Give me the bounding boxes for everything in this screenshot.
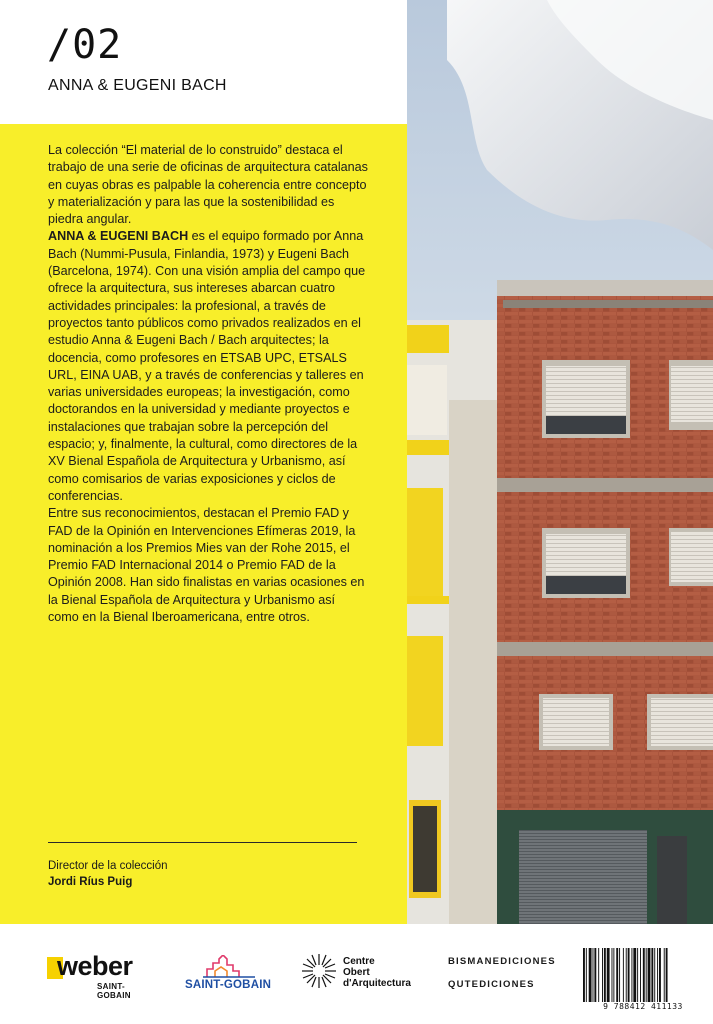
- building-photo-image: [407, 0, 713, 924]
- weber-logo: [47, 951, 157, 1000]
- coac-line-1: Centre: [343, 956, 375, 967]
- director-label: Director de la colección: [48, 860, 168, 872]
- coac-name: [343, 956, 411, 989]
- weber-sub: SAINT-GOBAIN: [97, 982, 131, 1000]
- coac-line-2: Obert: [343, 967, 370, 978]
- divider: [48, 842, 357, 843]
- body-text: [48, 142, 368, 626]
- bio-paragraph: [48, 228, 368, 505]
- starburst-icon: [300, 952, 338, 990]
- coac-line-3: d'Arquitectura: [343, 978, 411, 989]
- authors-heading: ANNA & EUGENI BACH: [48, 77, 227, 94]
- header-block: [0, 0, 407, 124]
- director-name: Jordi Ríus Puig: [48, 876, 133, 888]
- intro-paragraph: La colección “El material de lo construido” destaca el trabajo de una serie de oficinas de arquitectura catalanas en cuyas obras es palpable la coherencia entre concepto y materialización y para las que la sostenibilidad es piedra angular.: [48, 143, 368, 227]
- publisher-qut: QUTEDICIONES: [448, 979, 535, 990]
- coac-logo: [300, 950, 420, 996]
- bio-text: es el equipo formado por Anna Bach (Nummi-Pusula, Finlandia, 1973) y Eugeni Bach (Barcelona, 1974). Con una visión amplia del campo que ofrece la arquitectura, sus intereses abarcan cuatro actividades principales: la profesional, a través de proyectos tanto públicos como privados realizados en el estudio Anna & Eugeni Bach / Bach arquitectes; la docencia, como profesores en ETSAB UPC, ETSALS URL, EINA UAB, y a través de conferencias y talleres en varias universidades europeas; la investigación, como doctorandos en la universidad y mediante proyectos e instalaciones que trabajan sobre la percepción del espacio; y, finalmente, la cultural, como directores de la XV Bienal Española de Arquitectura y Urbanismo, así como comisarios de varias exposiciones y ciclos de conferencias.: [48, 229, 366, 503]
- isbn-barcode: [582, 945, 704, 1007]
- team-name: ANNA & EUGENI BACH: [48, 229, 189, 244]
- weber-wordmark: weber: [57, 951, 133, 981]
- saint-gobain-buildings-icon: [185, 955, 275, 979]
- publisher-bisman: BISMANEDICIONES: [448, 956, 556, 967]
- building-photo: [407, 0, 713, 924]
- awards-paragraph: Entre sus reconocimientos, destacan el Premio FAD y FAD de la Opinión en Intervenciones Efímeras 2019, la nominación a los Premios Mies van der Rohe 2015, el Premio FAD Internacional 2014 o Premio FAD de la Opinión 2008. Han sido finalistas en varias ocasiones en la Bienal Española de Arquitectura y Urbanismo así como en la Bienal Iberoamericana, entre otros.: [48, 506, 365, 625]
- saint-gobain-logo: [185, 955, 275, 995]
- saint-gobain-wordmark: SAINT-GOBAIN: [185, 979, 272, 991]
- isbn-digits: 9 788412 411133: [603, 1002, 683, 1011]
- volume-number: /02: [47, 22, 123, 68]
